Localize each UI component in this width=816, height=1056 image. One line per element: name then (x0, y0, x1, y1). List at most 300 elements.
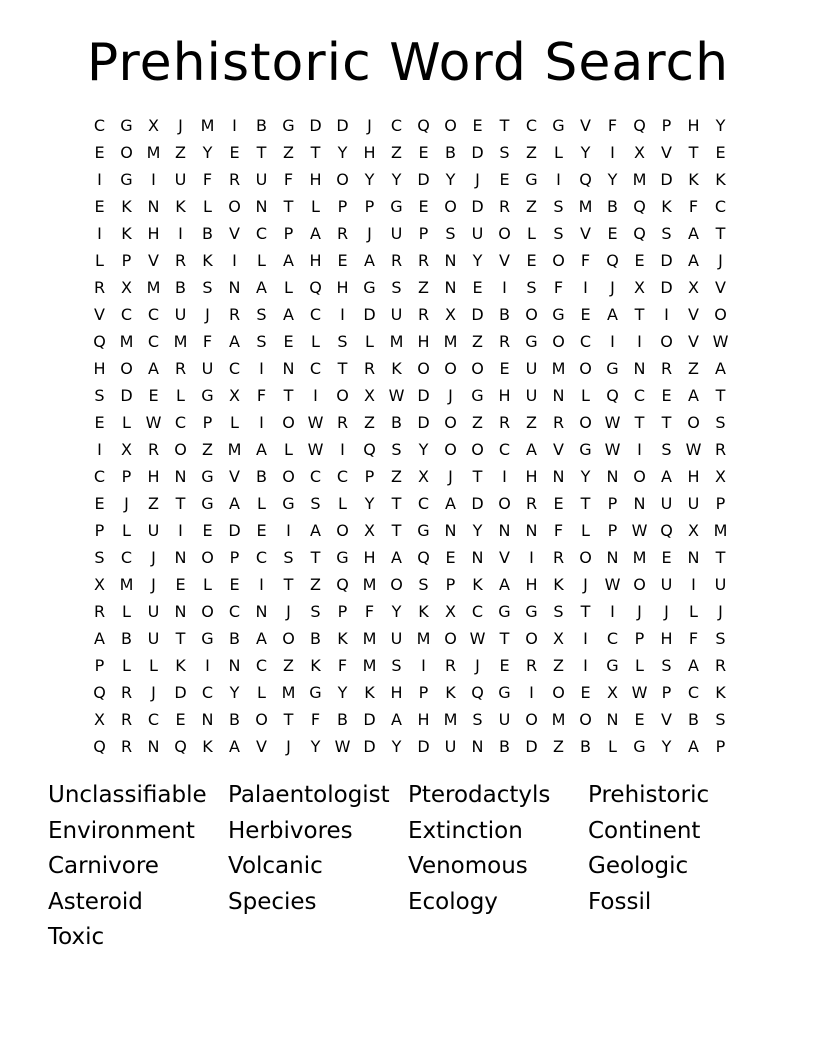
grid-letter: R (444, 656, 457, 675)
grid-letter: P (364, 467, 375, 486)
grid-letter: S (310, 494, 321, 513)
grid-letter: J (718, 251, 723, 270)
grid-letter: Q (174, 737, 187, 756)
grid-letter: V (499, 548, 510, 567)
grid-letter: E (526, 251, 537, 270)
word-list-item: Species (228, 888, 317, 915)
grid-letter: X (715, 467, 726, 486)
grid-letter: O (660, 332, 673, 351)
grid-letter: B (607, 197, 618, 216)
grid-letter: F (580, 251, 591, 270)
grid-letter: J (367, 224, 372, 243)
grid-row (86, 274, 734, 301)
grid-letter: J (475, 656, 480, 675)
grid-letter: S (553, 224, 564, 243)
grid-letter: A (283, 305, 294, 324)
grid-letter: S (526, 278, 537, 297)
grid-letter: I (583, 278, 588, 297)
grid-letter: Y (472, 521, 483, 540)
grid-letter: E (472, 116, 483, 135)
grid-letter: E (580, 305, 591, 324)
grid-letter: N (606, 467, 619, 486)
grid-letter: O (336, 521, 349, 540)
grid-letter: L (257, 683, 266, 702)
grid-letter: G (201, 629, 214, 648)
grid-letter: H (390, 683, 403, 702)
grid-letter: P (121, 467, 132, 486)
grid-letter: E (94, 494, 105, 513)
grid-letter: A (688, 386, 699, 405)
grid-letter: Y (391, 737, 402, 756)
grid-letter: A (94, 629, 105, 648)
grid-letter: J (205, 305, 210, 324)
grid-letter: T (634, 413, 645, 432)
grid-letter: T (715, 386, 726, 405)
grid-letter: O (579, 710, 592, 729)
grid-letter: M (416, 629, 431, 648)
grid-letter: G (309, 683, 322, 702)
grid-letter: E (472, 278, 483, 297)
grid-letter: J (178, 116, 183, 135)
grid-letter: L (230, 413, 239, 432)
grid-letter: R (174, 251, 187, 270)
grid-letter: I (259, 575, 264, 594)
grid-letter: E (553, 494, 564, 513)
grid-letter: C (417, 494, 430, 513)
grid-letter: P (715, 494, 726, 513)
grid-letter: G (120, 170, 133, 189)
grid-letter: L (338, 494, 347, 513)
grid-letter: T (634, 305, 645, 324)
grid-letter: U (471, 224, 484, 243)
grid-letter: G (498, 602, 511, 621)
grid-row (86, 382, 734, 409)
grid-letter: S (661, 440, 672, 459)
grid-letter: I (97, 440, 102, 459)
grid-letter: M (713, 521, 728, 540)
grid-letter: B (256, 467, 267, 486)
grid-letter: U (660, 494, 673, 513)
grid-letter: X (445, 602, 456, 621)
grid-letter: C (93, 116, 106, 135)
grid-letter: P (283, 224, 294, 243)
grid-letter: A (310, 521, 321, 540)
grid-letter: Q (417, 116, 430, 135)
grid-letter: J (637, 602, 642, 621)
grid-letter: G (606, 656, 619, 675)
grid-letter: H (417, 710, 430, 729)
grid-letter: T (175, 494, 186, 513)
grid-letter: D (417, 413, 430, 432)
grid-letter: C (93, 467, 106, 486)
grid-letter: U (714, 575, 727, 594)
grid-letter: O (579, 359, 592, 378)
grid-letter: E (715, 143, 726, 162)
grid-row (86, 517, 734, 544)
grid-row (86, 328, 734, 355)
grid-letter: A (256, 629, 267, 648)
grid-letter: X (553, 629, 564, 648)
grid-letter: L (635, 656, 644, 675)
grid-letter: H (525, 575, 538, 594)
grid-letter: X (688, 278, 699, 297)
grid-letter: D (363, 305, 376, 324)
grid-letter: T (580, 494, 591, 513)
grid-row (86, 247, 734, 274)
grid-letter: P (661, 116, 672, 135)
grid-letter: W (631, 683, 648, 702)
grid-letter: Y (391, 602, 402, 621)
grid-letter: H (309, 170, 322, 189)
grid-letter: G (282, 494, 295, 513)
grid-letter: O (444, 197, 457, 216)
grid-letter: C (579, 332, 592, 351)
grid-letter: Z (283, 656, 294, 675)
word-list-item: Herbivores (228, 817, 353, 844)
grid-letter: D (660, 170, 673, 189)
grid-letter: O (498, 494, 511, 513)
grid-letter: W (388, 386, 405, 405)
grid-letter: V (688, 305, 699, 324)
grid-letter: I (637, 332, 642, 351)
grid-letter: Q (633, 224, 646, 243)
grid-letter: Z (526, 143, 537, 162)
grid-letter: F (337, 656, 348, 675)
grid-letter: C (255, 656, 268, 675)
grid-letter: K (175, 197, 186, 216)
grid-letter: J (610, 278, 615, 297)
word-list-item: Continent (588, 817, 701, 844)
grid-letter: E (499, 656, 510, 675)
grid-row (86, 355, 734, 382)
grid-letter: T (688, 143, 699, 162)
grid-letter: Z (391, 467, 402, 486)
grid-letter: Z (553, 656, 564, 675)
letter-grid (86, 112, 734, 760)
word-list-item: Venomous (408, 853, 528, 879)
grid-letter: L (311, 332, 320, 351)
grid-letter: F (310, 710, 321, 729)
grid-letter: Q (309, 278, 322, 297)
grid-letter: B (580, 737, 591, 756)
word-list-item: Ecology (408, 888, 498, 915)
grid-letter: B (391, 413, 402, 432)
grid-letter: N (606, 548, 619, 567)
grid-letter: X (121, 278, 132, 297)
grid-letter: O (552, 332, 565, 351)
grid-letter: O (552, 251, 565, 270)
grid-letter: Z (148, 494, 159, 513)
grid-row (86, 193, 734, 220)
grid-letter: W (334, 737, 351, 756)
grid-letter: I (340, 305, 345, 324)
grid-letter: W (604, 413, 621, 432)
grid-letter: O (120, 143, 133, 162)
grid-letter: N (471, 737, 484, 756)
grid-letter: L (257, 251, 266, 270)
grid-letter: K (310, 656, 321, 675)
grid-row (86, 112, 734, 139)
grid-letter: D (417, 170, 430, 189)
grid-row (86, 166, 734, 193)
grid-letter: F (202, 332, 213, 351)
grid-letter: B (499, 737, 510, 756)
word-list-item: Unclassifiable (48, 782, 207, 808)
grid-letter: U (390, 224, 403, 243)
grid-letter: H (147, 467, 160, 486)
grid-letter: P (94, 656, 105, 675)
grid-letter: C (714, 197, 727, 216)
grid-letter: C (174, 413, 187, 432)
grid-letter: E (256, 521, 267, 540)
grid-letter: C (309, 359, 322, 378)
grid-letter: X (688, 521, 699, 540)
grid-letter: D (363, 710, 376, 729)
grid-letter: T (283, 710, 294, 729)
grid-letter: N (147, 737, 160, 756)
grid-letter: M (200, 116, 215, 135)
grid-letter: R (498, 413, 511, 432)
grid-letter: T (310, 143, 321, 162)
grid-letter: E (202, 521, 213, 540)
grid-letter: L (122, 413, 131, 432)
grid-letter: J (448, 467, 453, 486)
grid-letter: O (255, 710, 268, 729)
grid-letter: O (471, 440, 484, 459)
grid-letter: D (228, 521, 241, 540)
grid-letter: N (498, 521, 511, 540)
grid-letter: R (714, 440, 727, 459)
grid-letter: L (311, 197, 320, 216)
grid-letter: Z (310, 575, 321, 594)
grid-letter: A (391, 710, 402, 729)
grid-letter: S (553, 602, 564, 621)
grid-letter: O (336, 170, 349, 189)
grid-letter: A (229, 494, 240, 513)
grid-letter: V (94, 305, 105, 324)
grid-letter: F (688, 629, 699, 648)
grid-letter: K (337, 629, 348, 648)
grid-letter: T (472, 467, 483, 486)
grid-letter: G (471, 386, 484, 405)
grid-letter: N (687, 548, 700, 567)
grid-letter: C (525, 116, 538, 135)
grid-letter: R (552, 548, 565, 567)
grid-letter: J (664, 602, 669, 621)
grid-letter: M (443, 710, 458, 729)
grid-letter: G (417, 521, 430, 540)
grid-letter: E (229, 575, 240, 594)
grid-letter: O (444, 413, 457, 432)
grid-letter: T (175, 629, 186, 648)
grid-letter: C (687, 683, 700, 702)
grid-letter: B (688, 710, 699, 729)
grid-letter: V (580, 224, 591, 243)
grid-letter: E (94, 413, 105, 432)
grid-letter: Q (660, 521, 673, 540)
grid-letter: I (610, 602, 615, 621)
grid-letter: V (229, 467, 240, 486)
grid-letter: J (286, 602, 291, 621)
grid-letter: I (286, 521, 291, 540)
grid-letter: C (120, 548, 133, 567)
grid-letter: H (687, 116, 700, 135)
grid-letter: R (525, 494, 538, 513)
grid-letter: D (120, 386, 133, 405)
grid-letter: K (553, 575, 564, 594)
grid-letter: K (445, 683, 456, 702)
grid-letter: R (498, 332, 511, 351)
grid-letter: U (255, 170, 268, 189)
grid-letter: W (604, 575, 621, 594)
grid-letter: N (282, 359, 295, 378)
grid-letter: V (715, 278, 726, 297)
grid-letter: E (661, 386, 672, 405)
grid-letter: M (362, 629, 377, 648)
grid-letter: N (174, 602, 187, 621)
grid-letter: I (610, 143, 615, 162)
grid-letter: Q (633, 116, 646, 135)
grid-letter: N (606, 710, 619, 729)
grid-letter: O (120, 359, 133, 378)
grid-letter: A (391, 548, 402, 567)
grid-letter: D (174, 683, 187, 702)
grid-letter: W (145, 413, 162, 432)
grid-letter: K (715, 683, 726, 702)
grid-letter: Q (336, 575, 349, 594)
grid-letter: B (229, 710, 240, 729)
word-list-item: Environment (48, 817, 195, 844)
grid-letter: E (175, 575, 186, 594)
grid-letter: Y (607, 170, 618, 189)
grid-letter: S (445, 224, 456, 243)
grid-letter: S (715, 710, 726, 729)
grid-letter: H (417, 332, 430, 351)
grid-letter: A (445, 494, 456, 513)
grid-letter: Z (526, 197, 537, 216)
grid-letter: R (174, 359, 187, 378)
grid-letter: G (390, 197, 403, 216)
grid-letter: T (310, 548, 321, 567)
grid-letter: E (283, 332, 294, 351)
grid-letter: I (421, 656, 426, 675)
grid-letter: R (120, 737, 133, 756)
grid-letter: E (634, 251, 645, 270)
grid-letter: I (313, 386, 318, 405)
grid-letter: J (475, 170, 480, 189)
grid-letter: E (607, 224, 618, 243)
grid-letter: E (499, 170, 510, 189)
grid-letter: L (284, 440, 293, 459)
grid-letter: Z (364, 413, 375, 432)
grid-letter: Y (472, 251, 483, 270)
grid-letter: A (688, 656, 699, 675)
grid-letter: I (232, 116, 237, 135)
grid-letter: S (337, 332, 348, 351)
grid-letter: E (337, 251, 348, 270)
grid-letter: I (232, 251, 237, 270)
grid-letter: S (715, 413, 726, 432)
grid-letter: W (604, 440, 621, 459)
grid-letter: W (685, 440, 702, 459)
grid-row (86, 436, 734, 463)
word-list-item: Pterodactyls (408, 782, 551, 808)
grid-letter: A (715, 359, 726, 378)
grid-letter: A (526, 440, 537, 459)
grid-letter: R (147, 440, 160, 459)
grid-letter: S (202, 278, 213, 297)
grid-row (86, 463, 734, 490)
grid-letter: G (336, 548, 349, 567)
grid-letter: T (391, 521, 402, 540)
grid-letter: L (554, 143, 563, 162)
grid-letter: K (202, 251, 213, 270)
grid-letter: N (147, 197, 160, 216)
grid-row (86, 301, 734, 328)
grid-letter: I (502, 467, 507, 486)
grid-letter: V (688, 332, 699, 351)
grid-letter: X (148, 116, 159, 135)
grid-letter: P (94, 521, 105, 540)
grid-letter: C (309, 467, 322, 486)
grid-row (86, 571, 734, 598)
grid-letter: M (362, 575, 377, 594)
grid-letter: K (715, 170, 726, 189)
grid-letter: Y (337, 143, 348, 162)
grid-letter: S (661, 656, 672, 675)
grid-letter: A (607, 305, 618, 324)
grid-letter: L (608, 737, 617, 756)
grid-letter: Y (337, 683, 348, 702)
grid-letter: N (174, 548, 187, 567)
grid-letter: R (363, 359, 376, 378)
grid-letter: U (147, 521, 160, 540)
grid-letter: V (148, 251, 159, 270)
grid-letter: J (286, 737, 291, 756)
grid-letter: R (417, 305, 430, 324)
grid-letter: I (97, 170, 102, 189)
grid-letter: N (201, 710, 214, 729)
grid-letter: I (637, 440, 642, 459)
word-list-item: Prehistoric (588, 782, 710, 808)
grid-letter: N (525, 521, 538, 540)
grid-letter: M (551, 710, 566, 729)
grid-letter: J (151, 575, 156, 594)
grid-letter: R (552, 413, 565, 432)
grid-letter: G (498, 683, 511, 702)
grid-letter: R (525, 656, 538, 675)
grid-letter: O (633, 467, 646, 486)
grid-letter: C (255, 224, 268, 243)
grid-letter: W (469, 629, 486, 648)
grid-letter: G (282, 116, 295, 135)
grid-letter: G (633, 737, 646, 756)
grid-letter: O (525, 710, 538, 729)
grid-letter: K (472, 575, 483, 594)
grid-letter: B (175, 278, 186, 297)
grid-letter: Q (93, 683, 106, 702)
grid-letter: I (583, 656, 588, 675)
grid-letter: R (660, 359, 673, 378)
grid-letter: X (364, 386, 375, 405)
grid-letter: C (498, 440, 511, 459)
grid-letter: S (499, 143, 510, 162)
grid-letter: D (309, 116, 322, 135)
grid-letter: E (634, 710, 645, 729)
grid-letter: H (309, 251, 322, 270)
grid-letter: O (498, 224, 511, 243)
grid-letter: P (337, 602, 348, 621)
